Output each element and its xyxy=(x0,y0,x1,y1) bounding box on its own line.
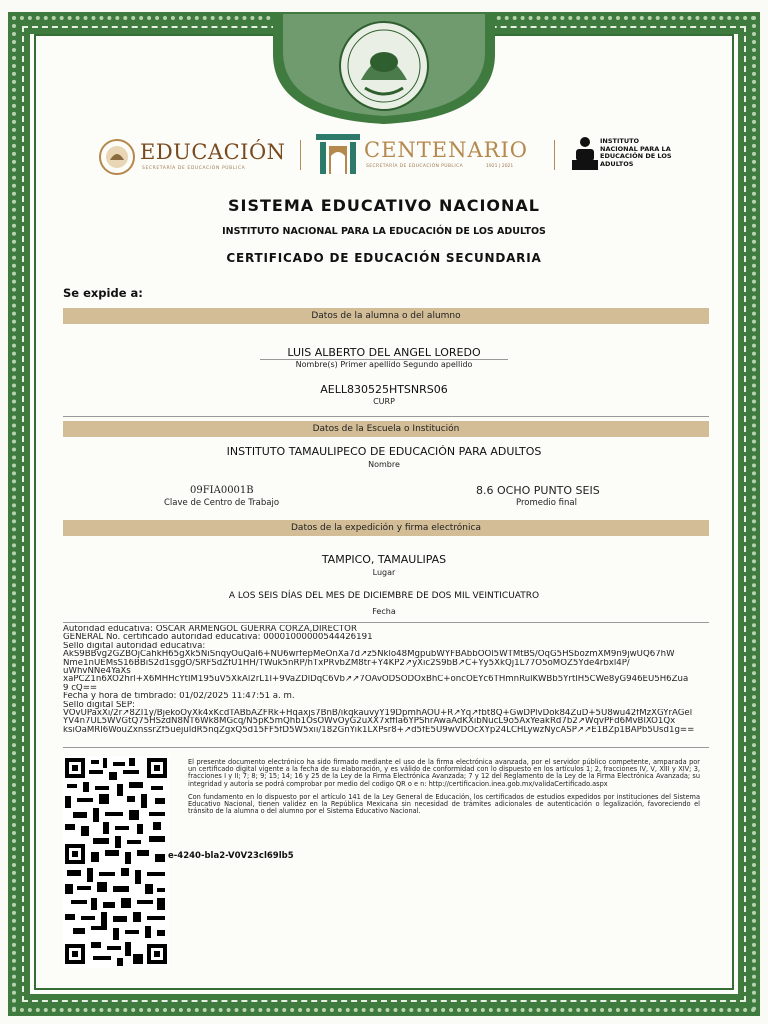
stamp-date: Fecha y hora de timbrado: 01/02/2025 11:47:51 a. m. xyxy=(63,692,295,701)
centenario-years: 1921 | 2021 xyxy=(486,164,514,169)
logo-divider xyxy=(300,140,301,170)
sep-seal-icon xyxy=(96,138,138,176)
document-folio: e-4240-bla2-V0V23cl69lb5 xyxy=(168,851,294,861)
divider xyxy=(260,359,508,360)
legal-notice xyxy=(188,759,700,815)
digital-seal-line: AkS9BBvg2GZBOjCahkH65gXk5NiSnqyOuQal6+NU6wrfepMeOnXa7d↗z5Nklo48MgpubWYFBAbbOOl5WTMtBS/OqG5HSbozmXM9n9jwUQ67hW xyxy=(63,650,675,659)
legal-paragraph-foundation: Con fundamento en lo dispuesto por el artículo 141 de la Ley General de Educación, los certificados de estudios expedidos por instituciones del Sistema Educativo Nacional, tienen validez en la República Mexicana sin necesidad de trámites adicionales de autenticación o legalización, favoreciendo el tránsito de la alumna o del alumno por el Sistema Educativo Nacional. xyxy=(188,792,700,816)
main-title: SISTEMA EDUCATIVO NACIONAL xyxy=(228,196,540,215)
divider xyxy=(63,416,709,417)
student-curp: AELL830525HTSNRS06 xyxy=(320,383,448,396)
sep-seal-line: VOvUPaxXi/2r↗8ZI1y/BjekoOyXk4xKcdTABbAZFRk+Hqaxjs7BnB/ikqkauvyY19DpmhAOU+R↗Yq↗fbt8Q+GwDPlvDok84ZuD+5U8wu42fMzXGYrAGel xyxy=(63,709,693,718)
digital-seal-label: Sello digital autoridad educativa: xyxy=(63,641,206,651)
school-key-caption: Clave de Centro de Trabajo xyxy=(164,498,280,508)
digital-signature-block xyxy=(63,625,709,734)
issuance-place: TAMPICO, TAMAULIPAS xyxy=(321,553,447,566)
student-section-bar: Datos de la alumna o del alumno xyxy=(63,308,709,324)
school-section-bar: Datos de la Escuela o Institución xyxy=(63,421,709,437)
school-name: INSTITUTO TAMAULIPECO DE EDUCACIÓN PARA ADULTOS xyxy=(226,445,542,458)
inea-logo xyxy=(572,136,672,176)
authority-certificate-number: GENERAL No. certificado autoridad educativa: 00001000000544426191 xyxy=(63,633,373,642)
se-expide-label: Se expide a: xyxy=(63,286,143,300)
digital-seal-line: Nme1nUEMsS16BBiS2d1sggO/SRFSdZfU1HH/TWuk5nRP/hTxPRvbZM8tr+Y4KP2↗yXic2S9bB↗C+Yy5XkQj1L77O5oMOZ5Yde4rbxl4P/ xyxy=(63,658,630,668)
inea-logo-text: INSTITUTO NACIONAL PARA LA EDUCACIÓN DE LOS ADULTOS xyxy=(600,137,672,168)
issuance-section-bar: Datos de la expedición y firma electrónica xyxy=(63,520,709,536)
issuance-date-caption: Fecha xyxy=(372,607,396,616)
student-curp-caption: CURP xyxy=(373,397,395,406)
issuance-place-caption: Lugar xyxy=(372,568,396,577)
school-name-caption: Nombre xyxy=(368,460,400,469)
final-average: 8.6 OCHO PUNTO SEIS xyxy=(476,484,600,497)
issuance-date: A LOS SEIS DÍAS DEL MES DE DICIEMBRE DE DOS MIL VEINTICUATRO xyxy=(228,591,540,601)
legal-paragraph-validity: El presente documento electrónico ha sido firmado mediante el uso de la firma electrónica avanzada, por el servidor público competente, amparada por un certificado digital vigente a la fecha de su elaboración, y es válido de conformidad con lo dispuesto en los artículos 1; 2, fracciones IV, V, XIII y XIV; 3, fracciones I y II; 7; 8; 9; 15; 14; 16 y 25 de la Ley de la Firma Electrónica Avanzada; 7 y 12 del Reglamento de la Ley de la Firma Electrónica Avanzada; su integridad y autoría se podrá comprobar por medio del codigo QR o e n: http://certificacion.inea.gob.mx/validaCertificado.aspx xyxy=(188,758,700,788)
school-key: 09FIA0001B xyxy=(190,485,254,496)
sep-seal-line: YV4n7UL5WVGtQ75HSzdN8NT6Wk8MGcq/N5pK5mQhb1OsOWvOyG2uXX7xffla6YPShrAwaAdKXibNucL9o5AxYeakRd7b2↗WqvPFd6MvBlXO1Qx xyxy=(63,717,676,726)
digital-seal-line: xaPCZ1n6XO2hrl+X6MHHcYtIM195uV5XkAl2rL1I+9VaZDlDqC6Vb↗↗7OAvODSODOxBhC+oncOEYc6THmnRulKWBb5YrtlH5CWe8yG946EU5H6Zua xyxy=(63,675,689,684)
digital-seal-line: 9 cQ== xyxy=(63,683,98,693)
divider xyxy=(63,622,709,623)
final-average-caption: Promedio final xyxy=(516,498,577,508)
student-name-caption: Nombre(s) Primer apellido Segundo apellido xyxy=(295,360,473,369)
educacion-logo-subtitle: SECRETARÍA DE EDUCACIÓN PÚBLICA xyxy=(142,166,246,171)
educacion-logo-text: EDUCACIÓN xyxy=(140,140,286,164)
divider xyxy=(63,747,709,748)
centenario-building-icon xyxy=(316,132,360,176)
centenario-logo-subtitle: SECRETARÍA DE EDUCACIÓN PÚBLICA xyxy=(366,164,464,169)
centenario-logo-text: CENTENARIO xyxy=(364,138,528,162)
sep-seal-line: ksiOaMRI6WouZxnssrZf5uejuldR5nqZgxQ5d15FF5fD5W5xii/182GnYik1LXPsr8+↗d5fE5U9wVDOcXYp24LCHLywzNycASP↗↗E1BZp1BAPb5Usd1g== xyxy=(63,725,695,735)
sep-seal-label: Sello digital SEP: xyxy=(63,700,135,710)
qr-code-icon[interactable] xyxy=(63,756,169,968)
logo-divider xyxy=(554,140,555,170)
national-crest-icon xyxy=(253,14,515,126)
authority-name: Autoridad educativa: OSCAR ARMENGOL GUERRA CORZA,DIRECTOR xyxy=(63,625,357,634)
digital-seal-line: uWhvNNe4YaXs xyxy=(63,667,131,676)
inea-figures-icon xyxy=(572,136,598,172)
logos-row xyxy=(96,128,672,182)
certificate-title: CERTIFICADO DE EDUCACIÓN SECUNDARIA xyxy=(226,251,542,265)
educacion-logo xyxy=(96,136,286,176)
institute-title: INSTITUTO NACIONAL PARA LA EDUCACIÓN DE LOS ADULTOS xyxy=(222,226,546,237)
centenario-logo xyxy=(316,132,556,178)
student-name: LUIS ALBERTO DEL ANGEL LOREDO xyxy=(287,346,481,359)
